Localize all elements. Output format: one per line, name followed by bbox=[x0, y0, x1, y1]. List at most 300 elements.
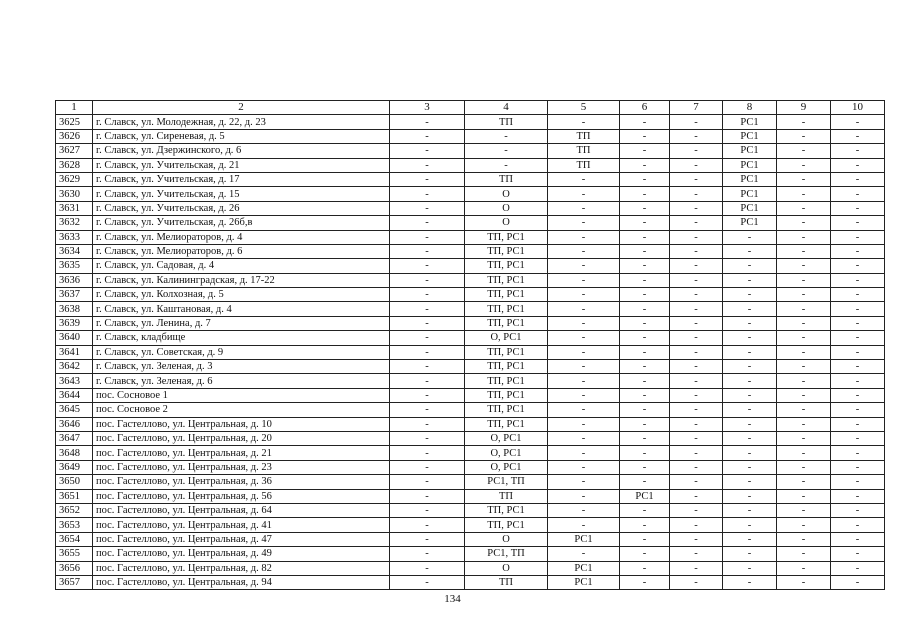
table-cell: - bbox=[548, 316, 620, 330]
table-cell: - bbox=[390, 331, 465, 345]
row-number-cell: 3637 bbox=[56, 288, 93, 302]
table-cell: - bbox=[670, 129, 723, 143]
table-cell: - bbox=[390, 575, 465, 589]
table-cell: - bbox=[670, 489, 723, 503]
table-cell: - bbox=[670, 532, 723, 546]
table-cell: - bbox=[723, 360, 777, 374]
table-cell: - bbox=[723, 259, 777, 273]
table-cell: - bbox=[390, 144, 465, 158]
row-number-cell: 3651 bbox=[56, 489, 93, 503]
location-cell: пос. Гастеллово, ул. Центральная, д. 10 bbox=[93, 417, 390, 431]
table-cell: - bbox=[620, 374, 670, 388]
table-cell: РС1 bbox=[723, 172, 777, 186]
table-cell: - bbox=[620, 345, 670, 359]
table-cell: - bbox=[390, 431, 465, 445]
table-cell: - bbox=[670, 503, 723, 517]
table-cell: ТП bbox=[465, 575, 548, 589]
table-cell: - bbox=[670, 575, 723, 589]
table-cell: - bbox=[777, 547, 831, 561]
location-cell: пос. Гастеллово, ул. Центральная, д. 47 bbox=[93, 532, 390, 546]
table-cell: - bbox=[831, 187, 885, 201]
table-cell: ТП, РС1 bbox=[465, 503, 548, 517]
table-cell: ТП bbox=[465, 115, 548, 129]
table-cell: - bbox=[777, 288, 831, 302]
row-number-cell: 3646 bbox=[56, 417, 93, 431]
table-cell: - bbox=[777, 503, 831, 517]
table-cell: - bbox=[831, 172, 885, 186]
table-cell: О, РС1 bbox=[465, 431, 548, 445]
table-cell: РС1 bbox=[723, 144, 777, 158]
table-cell: ТП, РС1 bbox=[465, 360, 548, 374]
table-cell: - bbox=[831, 230, 885, 244]
table-row bbox=[56, 561, 885, 575]
row-number-cell: 3626 bbox=[56, 129, 93, 143]
table-cell: - bbox=[831, 460, 885, 474]
table-cell: - bbox=[831, 446, 885, 460]
table-cell: ТП, РС1 bbox=[465, 374, 548, 388]
table-cell: - bbox=[831, 158, 885, 172]
table-cell: - bbox=[670, 374, 723, 388]
table-cell: - bbox=[390, 288, 465, 302]
table-cell: ТП, РС1 bbox=[465, 518, 548, 532]
table-cell: - bbox=[620, 403, 670, 417]
table-cell: - bbox=[670, 460, 723, 474]
table-row bbox=[56, 532, 885, 546]
table-row bbox=[56, 302, 885, 316]
table-cell: - bbox=[831, 144, 885, 158]
table-cell: - bbox=[620, 244, 670, 258]
table-cell: - bbox=[465, 144, 548, 158]
row-number-cell: 3631 bbox=[56, 201, 93, 215]
table-cell: - bbox=[723, 403, 777, 417]
table-cell: - bbox=[670, 561, 723, 575]
table-cell: - bbox=[548, 187, 620, 201]
table-cell: - bbox=[620, 518, 670, 532]
table-cell: - bbox=[548, 259, 620, 273]
table-row bbox=[56, 547, 885, 561]
table-cell: - bbox=[777, 144, 831, 158]
table-cell: - bbox=[390, 503, 465, 517]
table-row bbox=[56, 144, 885, 158]
column-header-1: 1 bbox=[56, 101, 93, 115]
table-cell: - bbox=[777, 518, 831, 532]
table-cell: - bbox=[548, 302, 620, 316]
row-number-cell: 3655 bbox=[56, 547, 93, 561]
location-cell: пос. Гастеллово, ул. Центральная, д. 82 bbox=[93, 561, 390, 575]
table-cell: - bbox=[390, 345, 465, 359]
table-cell: - bbox=[670, 547, 723, 561]
table-cell: - bbox=[390, 302, 465, 316]
table-cell: - bbox=[777, 374, 831, 388]
table-cell: - bbox=[670, 331, 723, 345]
table-cell: - bbox=[723, 345, 777, 359]
table-cell: - bbox=[723, 374, 777, 388]
table-cell: - bbox=[723, 489, 777, 503]
table-cell: - bbox=[831, 244, 885, 258]
table-cell: - bbox=[390, 187, 465, 201]
table-cell: - bbox=[831, 417, 885, 431]
table-cell: РС1 bbox=[723, 129, 777, 143]
table-cell: ТП, РС1 bbox=[465, 316, 548, 330]
table-row bbox=[56, 288, 885, 302]
table-cell: - bbox=[390, 230, 465, 244]
table-cell: - bbox=[620, 172, 670, 186]
table-cell: - bbox=[670, 158, 723, 172]
table-cell: - bbox=[548, 230, 620, 244]
table-cell: РС1 bbox=[620, 489, 670, 503]
table-cell: - bbox=[390, 561, 465, 575]
table-cell: - bbox=[777, 259, 831, 273]
table-cell: - bbox=[777, 273, 831, 287]
table-cell: - bbox=[670, 518, 723, 532]
table-cell: - bbox=[620, 460, 670, 474]
column-header-9: 9 bbox=[777, 101, 831, 115]
table-cell: - bbox=[620, 532, 670, 546]
table-cell: - bbox=[670, 172, 723, 186]
location-cell: г. Славск, ул. Сиреневая, д. 5 bbox=[93, 129, 390, 143]
table-cell: - bbox=[390, 172, 465, 186]
table-cell: О, РС1 bbox=[465, 446, 548, 460]
table-cell: - bbox=[777, 532, 831, 546]
table-cell: - bbox=[777, 216, 831, 230]
table-cell: ТП, РС1 bbox=[465, 403, 548, 417]
table-cell: - bbox=[548, 446, 620, 460]
table-cell: - bbox=[831, 431, 885, 445]
table-cell: - bbox=[548, 460, 620, 474]
table-cell: - bbox=[620, 129, 670, 143]
document-table bbox=[55, 100, 885, 590]
table-cell: РС1 bbox=[548, 561, 620, 575]
table-cell: ТП, РС1 bbox=[465, 244, 548, 258]
table-cell: - bbox=[620, 302, 670, 316]
table-cell: - bbox=[390, 244, 465, 258]
table-cell: ТП, РС1 bbox=[465, 288, 548, 302]
location-cell: г. Славск, ул. Молодежная, д. 22, д. 23 bbox=[93, 115, 390, 129]
table-row bbox=[56, 216, 885, 230]
table-cell: - bbox=[390, 547, 465, 561]
table-cell: - bbox=[620, 446, 670, 460]
table-cell: - bbox=[831, 561, 885, 575]
location-cell: г. Славск, ул. Колхозная, д. 5 bbox=[93, 288, 390, 302]
table-row bbox=[56, 158, 885, 172]
location-cell: г. Славск, ул. Калининградская, д. 17-22 bbox=[93, 273, 390, 287]
table-row bbox=[56, 446, 885, 460]
table-cell: - bbox=[777, 172, 831, 186]
table-cell: - bbox=[390, 532, 465, 546]
column-header-7: 7 bbox=[670, 101, 723, 115]
row-number-cell: 3640 bbox=[56, 331, 93, 345]
table-cell: - bbox=[548, 374, 620, 388]
table-cell: - bbox=[777, 403, 831, 417]
table-cell: - bbox=[723, 244, 777, 258]
table-cell: - bbox=[670, 259, 723, 273]
table-cell: - bbox=[620, 575, 670, 589]
table-cell: - bbox=[723, 417, 777, 431]
location-cell: г. Славск, ул. Дзержинского, д. 6 bbox=[93, 144, 390, 158]
table-cell: - bbox=[620, 158, 670, 172]
table-cell: - bbox=[777, 575, 831, 589]
table-cell: ТП, РС1 bbox=[465, 230, 548, 244]
table-cell: - bbox=[670, 144, 723, 158]
table-cell: - bbox=[723, 547, 777, 561]
location-cell: пос. Гастеллово, ул. Центральная, д. 21 bbox=[93, 446, 390, 460]
row-number-cell: 3656 bbox=[56, 561, 93, 575]
location-cell: пос. Гастеллово, ул. Центральная, д. 49 bbox=[93, 547, 390, 561]
table-cell: РС1 bbox=[723, 115, 777, 129]
table-cell: - bbox=[831, 575, 885, 589]
row-number-cell: 3649 bbox=[56, 460, 93, 474]
table-cell: - bbox=[723, 273, 777, 287]
table-cell: - bbox=[723, 475, 777, 489]
row-number-cell: 3638 bbox=[56, 302, 93, 316]
row-number-cell: 3633 bbox=[56, 230, 93, 244]
table-cell: - bbox=[723, 561, 777, 575]
table-cell: ТП, РС1 bbox=[465, 259, 548, 273]
table-cell: - bbox=[548, 331, 620, 345]
document-table-container bbox=[55, 100, 863, 590]
table-row bbox=[56, 575, 885, 589]
table-cell: РС1 bbox=[723, 201, 777, 215]
row-number-cell: 3648 bbox=[56, 446, 93, 460]
table-cell: О bbox=[465, 532, 548, 546]
table-cell: - bbox=[670, 388, 723, 402]
table-cell: - bbox=[548, 273, 620, 287]
table-cell: - bbox=[670, 288, 723, 302]
table-cell: - bbox=[777, 489, 831, 503]
table-cell: ТП bbox=[465, 489, 548, 503]
table-cell: - bbox=[620, 561, 670, 575]
table-cell: - bbox=[670, 201, 723, 215]
table-row bbox=[56, 316, 885, 330]
table-cell: - bbox=[777, 431, 831, 445]
table-row bbox=[56, 259, 885, 273]
table-cell: - bbox=[548, 388, 620, 402]
column-header-3: 3 bbox=[390, 101, 465, 115]
table-cell: - bbox=[390, 518, 465, 532]
table-cell: - bbox=[723, 575, 777, 589]
table-cell: - bbox=[831, 259, 885, 273]
table-cell: ТП bbox=[465, 172, 548, 186]
location-cell: г. Славск, ул. Зеленая, д. 6 bbox=[93, 374, 390, 388]
table-cell: - bbox=[620, 230, 670, 244]
table-cell: - bbox=[723, 460, 777, 474]
table-cell: - bbox=[390, 129, 465, 143]
location-cell: пос. Гастеллово, ул. Центральная, д. 36 bbox=[93, 475, 390, 489]
location-cell: пос. Гастеллово, ул. Центральная, д. 94 bbox=[93, 575, 390, 589]
table-cell: ТП bbox=[548, 129, 620, 143]
table-cell: - bbox=[831, 532, 885, 546]
table-cell: - bbox=[390, 115, 465, 129]
table-cell: - bbox=[548, 115, 620, 129]
table-cell: О, РС1 bbox=[465, 331, 548, 345]
location-cell: г. Славск, ул. Учительская, д. 21 bbox=[93, 158, 390, 172]
table-cell: - bbox=[548, 172, 620, 186]
table-cell: - bbox=[548, 547, 620, 561]
table-cell: - bbox=[670, 187, 723, 201]
table-row bbox=[56, 374, 885, 388]
table-cell: - bbox=[831, 489, 885, 503]
table-cell: О bbox=[465, 216, 548, 230]
table-cell: - bbox=[670, 417, 723, 431]
location-cell: г. Славск, ул. Ленина, д. 7 bbox=[93, 316, 390, 330]
table-cell: - bbox=[670, 115, 723, 129]
table-cell: РС1 bbox=[548, 575, 620, 589]
table-cell: - bbox=[620, 216, 670, 230]
table-cell: - bbox=[390, 273, 465, 287]
row-number-cell: 3636 bbox=[56, 273, 93, 287]
table-cell: - bbox=[620, 475, 670, 489]
table-cell: - bbox=[777, 388, 831, 402]
table-cell: ТП, РС1 bbox=[465, 345, 548, 359]
table-row bbox=[56, 187, 885, 201]
row-number-cell: 3641 bbox=[56, 345, 93, 359]
column-header-6: 6 bbox=[620, 101, 670, 115]
table-row bbox=[56, 360, 885, 374]
table-cell: РС1, ТП bbox=[465, 547, 548, 561]
row-number-cell: 3657 bbox=[56, 575, 93, 589]
table-cell: - bbox=[670, 273, 723, 287]
table-cell: - bbox=[831, 316, 885, 330]
table-cell: - bbox=[390, 403, 465, 417]
row-number-cell: 3654 bbox=[56, 532, 93, 546]
table-cell: - bbox=[548, 431, 620, 445]
table-row bbox=[56, 331, 885, 345]
location-cell: пос. Гастеллово, ул. Центральная, д. 41 bbox=[93, 518, 390, 532]
table-cell: - bbox=[831, 115, 885, 129]
row-number-cell: 3634 bbox=[56, 244, 93, 258]
table-cell: - bbox=[548, 403, 620, 417]
table-row bbox=[56, 345, 885, 359]
location-cell: г. Славск, ул. Учительская, д. 26 bbox=[93, 201, 390, 215]
table-cell: ТП, РС1 bbox=[465, 273, 548, 287]
table-cell: - bbox=[777, 158, 831, 172]
table-cell: - bbox=[723, 518, 777, 532]
table-cell: - bbox=[390, 374, 465, 388]
table-cell: - bbox=[620, 360, 670, 374]
table-cell: - bbox=[548, 503, 620, 517]
location-cell: пос. Гастеллово, ул. Центральная, д. 56 bbox=[93, 489, 390, 503]
row-number-cell: 3625 bbox=[56, 115, 93, 129]
table-cell: - bbox=[390, 259, 465, 273]
table-cell: - bbox=[548, 201, 620, 215]
table-cell: - bbox=[777, 115, 831, 129]
table-cell: - bbox=[620, 144, 670, 158]
location-cell: г. Славск, ул. Советская, д. 9 bbox=[93, 345, 390, 359]
table-row bbox=[56, 460, 885, 474]
table-cell: - bbox=[831, 273, 885, 287]
table-cell: - bbox=[670, 244, 723, 258]
table-row bbox=[56, 201, 885, 215]
table-cell: - bbox=[620, 431, 670, 445]
table-cell: - bbox=[723, 288, 777, 302]
column-header-10: 10 bbox=[831, 101, 885, 115]
table-cell: - bbox=[620, 187, 670, 201]
table-cell: - bbox=[620, 201, 670, 215]
table-cell: - bbox=[670, 316, 723, 330]
table-cell: - bbox=[777, 345, 831, 359]
location-cell: г. Славск, ул. Зеленая, д. 3 bbox=[93, 360, 390, 374]
row-number-cell: 3635 bbox=[56, 259, 93, 273]
table-cell: - bbox=[390, 460, 465, 474]
location-cell: пос. Гастеллово, ул. Центральная, д. 23 bbox=[93, 460, 390, 474]
table-cell: - bbox=[777, 316, 831, 330]
table-cell: - bbox=[620, 273, 670, 287]
table-row bbox=[56, 230, 885, 244]
table-cell: - bbox=[548, 216, 620, 230]
table-cell: - bbox=[670, 475, 723, 489]
table-row bbox=[56, 475, 885, 489]
row-number-cell: 3627 bbox=[56, 144, 93, 158]
table-cell: - bbox=[831, 518, 885, 532]
table-body bbox=[56, 115, 885, 590]
table-cell: - bbox=[723, 431, 777, 445]
table-cell: - bbox=[831, 475, 885, 489]
table-row bbox=[56, 431, 885, 445]
table-cell: - bbox=[831, 360, 885, 374]
location-cell: г. Славск, кладбище bbox=[93, 331, 390, 345]
table-cell: - bbox=[777, 129, 831, 143]
row-number-cell: 3629 bbox=[56, 172, 93, 186]
table-cell: РС1 bbox=[723, 187, 777, 201]
location-cell: пос. Сосновое 2 bbox=[93, 403, 390, 417]
table-cell: ТП bbox=[548, 144, 620, 158]
table-cell: - bbox=[390, 201, 465, 215]
table-cell: - bbox=[670, 360, 723, 374]
row-number-cell: 3639 bbox=[56, 316, 93, 330]
table-cell: - bbox=[831, 201, 885, 215]
table-row bbox=[56, 518, 885, 532]
table-cell: - bbox=[390, 316, 465, 330]
table-cell: РС1, ТП bbox=[465, 475, 548, 489]
table-cell: - bbox=[390, 475, 465, 489]
row-number-cell: 3645 bbox=[56, 403, 93, 417]
table-header-row bbox=[56, 101, 885, 115]
table-cell: О bbox=[465, 561, 548, 575]
table-cell: - bbox=[620, 288, 670, 302]
table-row bbox=[56, 172, 885, 186]
table-cell: - bbox=[777, 561, 831, 575]
table-row bbox=[56, 403, 885, 417]
table-cell: - bbox=[777, 230, 831, 244]
table-cell: - bbox=[777, 446, 831, 460]
table-cell: - bbox=[831, 288, 885, 302]
table-cell: - bbox=[390, 158, 465, 172]
table-cell: - bbox=[831, 331, 885, 345]
table-row bbox=[56, 417, 885, 431]
location-cell: г. Славск, ул. Учительская, д. 17 bbox=[93, 172, 390, 186]
table-row bbox=[56, 503, 885, 517]
table-cell: - bbox=[390, 417, 465, 431]
table-cell: ТП, РС1 bbox=[465, 388, 548, 402]
table-cell: РС1 bbox=[548, 532, 620, 546]
table-cell: О bbox=[465, 187, 548, 201]
table-cell: - bbox=[831, 403, 885, 417]
table-cell: - bbox=[723, 446, 777, 460]
table-row bbox=[56, 115, 885, 129]
table-cell: - bbox=[620, 316, 670, 330]
table-cell: - bbox=[620, 259, 670, 273]
table-cell: - bbox=[831, 374, 885, 388]
table-cell: - bbox=[548, 244, 620, 258]
table-cell: - bbox=[831, 216, 885, 230]
row-number-cell: 3647 bbox=[56, 431, 93, 445]
table-cell: - bbox=[620, 547, 670, 561]
table-cell: - bbox=[831, 547, 885, 561]
table-cell: - bbox=[548, 518, 620, 532]
table-cell: - bbox=[831, 388, 885, 402]
table-cell: - bbox=[723, 331, 777, 345]
table-row bbox=[56, 244, 885, 258]
